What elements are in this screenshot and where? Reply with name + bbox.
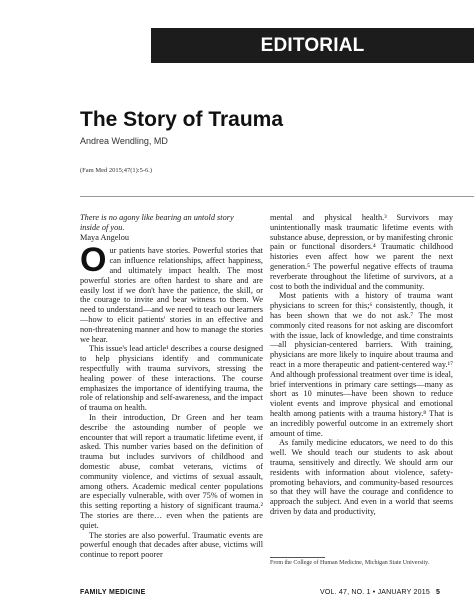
paragraph-1 bbox=[80, 241, 263, 344]
paragraph-5: mental and physical health.³ Survivors may unintentionally mask traumatic lifetime events with substance abuse, depression, or by manifesting chronic pain or functional disorders.⁴ Traumatic childhood histories even affect how we parent the next generation.⁵ The powerful negative effects of trauma reverberate throughout the lifetime of survivors, at a cost to both the individual and the community. bbox=[270, 213, 453, 291]
paragraph-6: Most patients with a history of trauma want physicians to screen for this;⁶ consistently, though, it has been shown that we do not ask.⁷ The most commonly cited reasons for not asking are discomfort with the issue, lack of knowledge, and time constraints—all physician-centered barriers. With training, physicians are more likely to inquire about trauma and react in a more therapeutic and patient-centered way.¹⁷ And although professional treatment over time is ideal, brief interventions in primary care settings—many as short as 10 minutes—have been shown to reduce violent events and improve physical and emotional health among patients with a trauma history.⁸ That is an incredibly powerful outcome in an extremely short amount of time. bbox=[270, 291, 453, 438]
paragraph-1-text: ur patients have stories. Powerful stories that can influence relationships, affect happiness, and ultimately impact health. The most powerful stories are often hardest to share and are easily lost if we don't have the patience, the skill, or the courage to invite and bear witness to them. We need to understand—and we need to teach our learners—how to elicit patients' stories in an effective and non-threatening manner and how to manage the stories we hear. bbox=[80, 246, 263, 344]
right-column bbox=[270, 213, 453, 517]
paragraph-7: As family medicine educators, we need to do this well. We should teach our students to ask about trauma, sensitively and directly. We should arm our residents with information about violence, safety-promoting behaviors, and community-based resources so that they will have the courage and confidence to approach the subject. And even in a world that seems driven by data and productivity, bbox=[270, 438, 453, 516]
epigraph-quote bbox=[80, 213, 263, 233]
affiliation-footnote: From the College of Human Medicine, Michigan State University. bbox=[270, 560, 430, 566]
epigraph-attribution: Maya Angelou bbox=[80, 232, 130, 242]
page-number: 5 bbox=[435, 589, 441, 596]
paragraph-4: The stories are also powerful. Traumatic events are powerful enough that decades after abuse, victims will continue to report poorer bbox=[80, 530, 263, 560]
footer-issue: VOL. 47, NO. 1 • JANUARY 2015 bbox=[320, 589, 430, 596]
paragraph-2: This issue's lead article¹ describes a course designed to help physicians identify and communicate respectfully with trauma survivors, stressing the healing power of these interactions. The course emphasizes the importance of identifying trauma, the role of relationship and self-awareness, and the impact of trauma on health. bbox=[80, 344, 263, 413]
article-citation: (Fam Med 2015;47(1):5-6.) bbox=[80, 167, 153, 174]
header-divider bbox=[80, 196, 474, 197]
article-title: The Story of Trauma bbox=[80, 108, 284, 131]
footnote-divider bbox=[270, 557, 325, 558]
epigraph-line-1: There is no agony like bearing an untold story bbox=[80, 213, 234, 222]
footer-issue-info bbox=[320, 589, 440, 596]
epigraph-line-2: inside of you. bbox=[80, 222, 125, 232]
drop-cap: O bbox=[80, 241, 107, 280]
footer-journal-name: FAMILY MEDICINE bbox=[80, 589, 146, 596]
section-banner: EDITORIAL bbox=[151, 28, 474, 63]
paragraph-3: In their introduction, Dr Green and her team describe the astounding number of people we encounter that will report a traumatic lifetime event, if asked. This number varies based on the definition of trauma but includes survivors of childhood and domestic abuse, combat veterans, victims of community violence, and victims of sexual assault, among others. Academic medical center populations are especially vulnerable, with over 75% of women in this setting reporting a history of significant trauma.² The stories are there… even when the patients are quiet. bbox=[80, 412, 263, 530]
left-column bbox=[80, 213, 263, 560]
article-author: Andrea Wendling, MD bbox=[80, 136, 168, 146]
